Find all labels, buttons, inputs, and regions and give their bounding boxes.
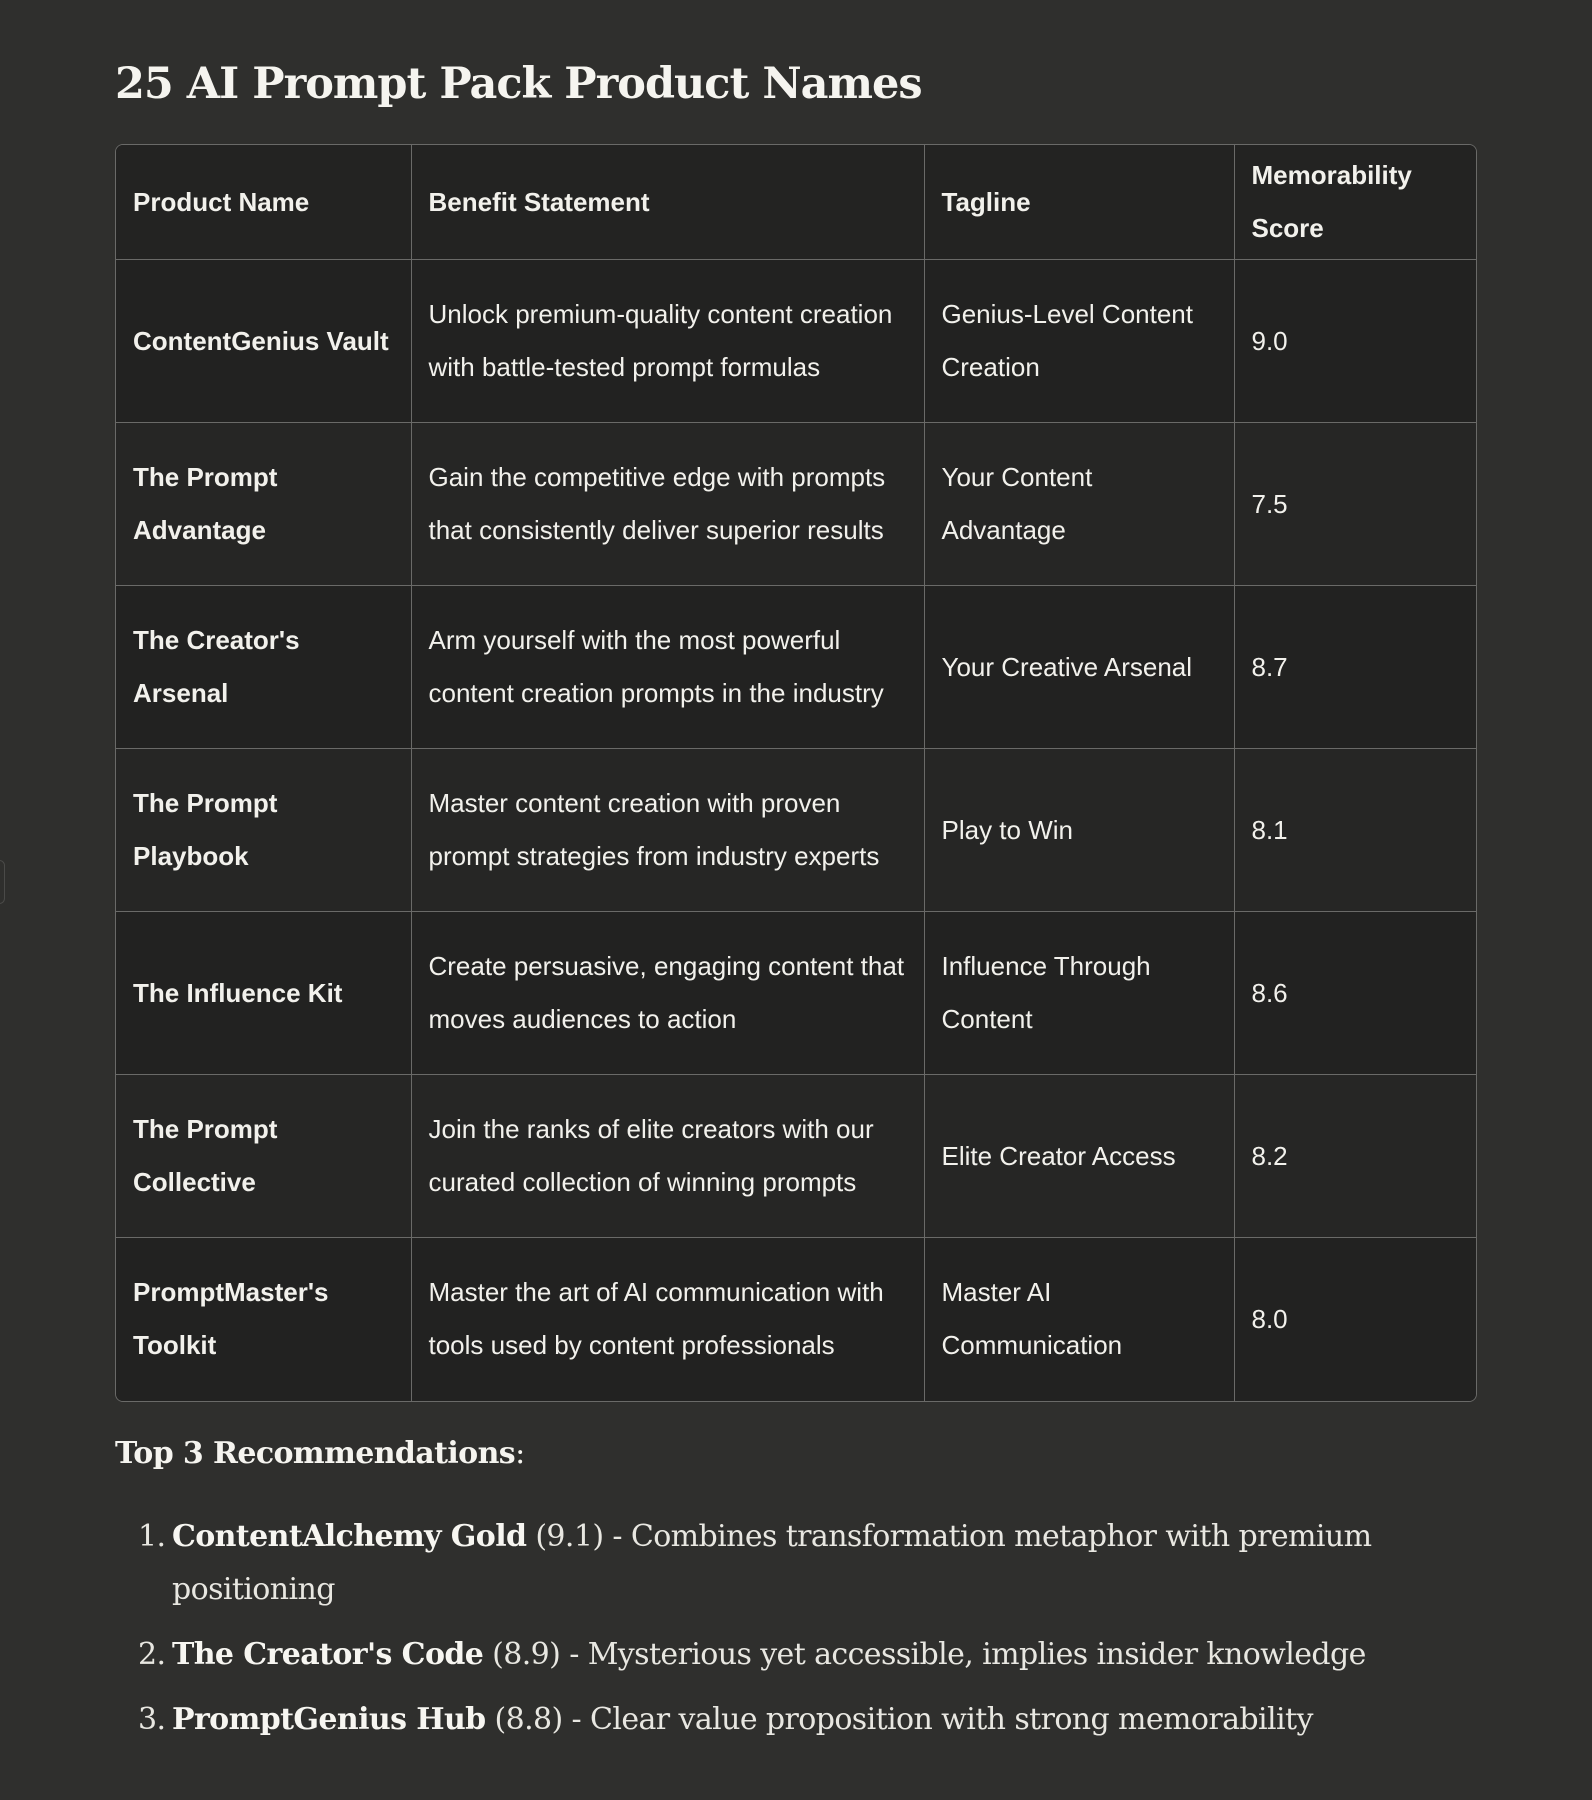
cell-product-name: ContentGenius Vault [116,260,411,423]
item-description: - Clear value proposition with strong memorability [571,1702,1313,1737]
cell-tagline: Your Creative Arsenal [924,586,1234,749]
cell-product-name: The Prompt Playbook [116,749,411,912]
header-memorability-score: Memorability Score [1234,145,1476,260]
item-number: 3. [138,1702,166,1737]
cell-product-name: The Prompt Collective [116,1075,411,1238]
item-score: (8.8) [494,1702,563,1737]
table-row [116,586,1476,749]
cell-tagline: Influence Through Content [924,912,1234,1075]
cell-product-name: The Influence Kit [116,912,411,1075]
page-title: 25 AI Prompt Pack Product Names [115,59,922,109]
item-name: PromptGenius Hub [172,1702,486,1737]
cell-score: 9.0 [1234,260,1476,423]
cell-tagline: Master AI Communication [924,1238,1234,1401]
table-header-row [116,145,1476,260]
cell-score: 8.1 [1234,749,1476,912]
header-benefit-statement: Benefit Statement [411,145,924,260]
table-row [116,260,1476,423]
item-name: The Creator's Code [172,1637,484,1672]
table-row [116,749,1476,912]
recommendations-list [115,1510,1475,1758]
cell-tagline: Play to Win [924,749,1234,912]
recommendations-heading-text: Top 3 Recommendations [115,1436,516,1471]
item-name: ContentAlchemy Gold [172,1519,527,1554]
table-row [116,1238,1476,1401]
cell-tagline: Genius-Level Content Creation [924,260,1234,423]
recommendations-heading [115,1432,525,1476]
list-item [115,1693,1475,1746]
cell-score: 7.5 [1234,423,1476,586]
cell-product-name: The Creator's Arsenal [116,586,411,749]
side-panel-handle[interactable] [0,860,5,904]
cell-benefit: Master content creation with proven prompt strategies from industry experts [411,749,924,912]
item-number: 1. [138,1519,166,1554]
cell-score: 8.7 [1234,586,1476,749]
cell-benefit: Join the ranks of elite creators with our curated collection of winning prompts [411,1075,924,1238]
cell-score: 8.2 [1234,1075,1476,1238]
header-tagline: Tagline [924,145,1234,260]
table-row [116,423,1476,586]
list-item [115,1510,1475,1616]
heading-colon: : [515,1436,525,1471]
cell-tagline: Your Content Advantage [924,423,1234,586]
product-names-table [115,144,1477,1402]
cell-score: 8.6 [1234,912,1476,1075]
cell-benefit: Gain the competitive edge with prompts that consistently deliver superior results [411,423,924,586]
cell-product-name: The Prompt Advantage [116,423,411,586]
item-score: (8.9) [492,1637,561,1672]
cell-benefit: Unlock premium-quality content creation with battle-tested prompt formulas [411,260,924,423]
list-item [115,1628,1475,1681]
cell-tagline: Elite Creator Access [924,1075,1234,1238]
item-score: (9.1) [535,1519,604,1554]
header-product-name: Product Name [116,145,411,260]
cell-score: 8.0 [1251,1303,1288,1334]
cell-product-name: PromptMaster's Toolkit [116,1238,411,1401]
cell-benefit: Create persuasive, engaging content that moves audiences to action [411,912,924,1075]
table-row [116,912,1476,1075]
cell-benefit: Arm yourself with the most powerful content creation prompts in the industry [411,586,924,749]
cell-benefit: Master the art of AI communication with tools used by content professionals [411,1238,924,1401]
table-row [116,1075,1476,1238]
item-description: - Mysterious yet accessible, implies insider knowledge [569,1637,1366,1672]
item-description: - Combines transformation metaphor with premium positioning [172,1519,1372,1607]
item-number: 2. [138,1637,166,1672]
